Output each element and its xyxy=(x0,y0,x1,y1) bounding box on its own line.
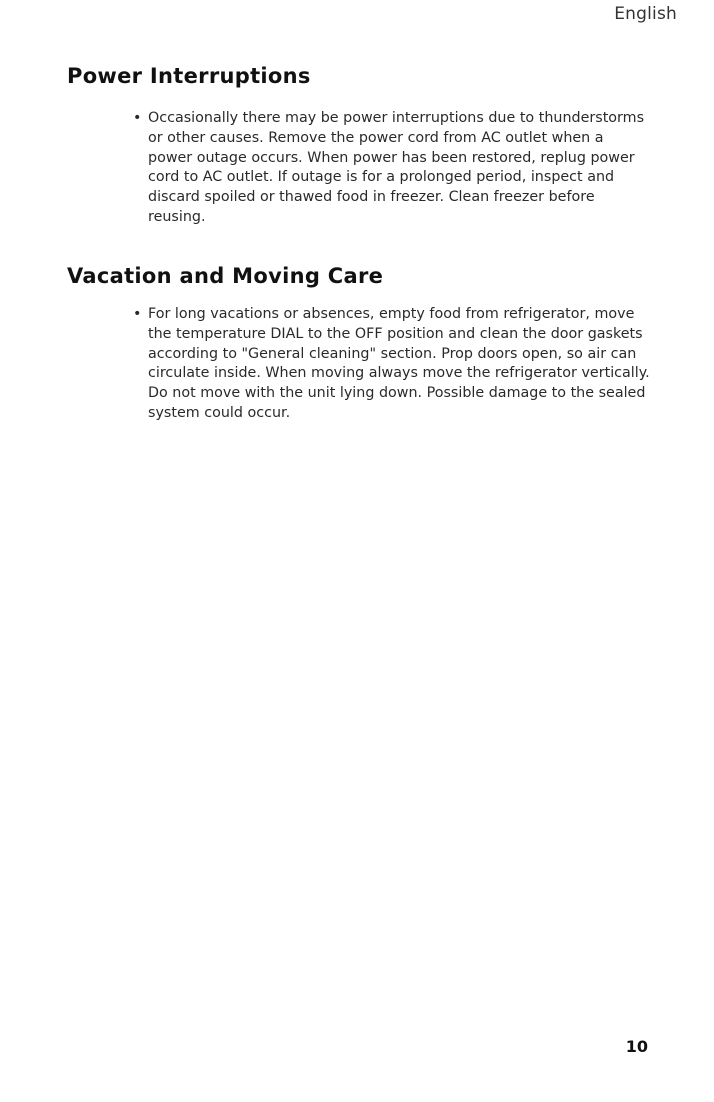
bullet-paragraph xyxy=(133,109,647,228)
paragraph-line: reusing. xyxy=(148,208,206,225)
bullet-item-vacation-and-moving-care xyxy=(133,305,650,424)
paragraph-line: the temperature DIAL to the OFF position and clean the door gaskets xyxy=(148,325,643,342)
section-title-power-interruptions: Power Interruptions xyxy=(67,64,311,88)
paragraph-line: For long vacations or absences, empty food from refrigerator, move xyxy=(148,306,635,322)
paragraph-line: or other causes. Remove the power cord from AC outlet when a xyxy=(148,129,604,146)
bullet-icon: • xyxy=(133,306,142,322)
bullet-item-power-interruptions xyxy=(133,109,647,228)
paragraph-line: discard spoiled or thawed food in freezer. Clean freezer before xyxy=(148,189,595,206)
paragraph-line: circulate inside. When moving always move the refrigerator vertically. xyxy=(148,365,650,382)
paragraph-line: according to "General cleaning" section. Prop doors open, so air can xyxy=(148,345,637,362)
paragraph-line: system could occur. xyxy=(148,404,291,421)
paragraph-line: power outage occurs. When power has been restored, replug power xyxy=(148,149,635,166)
bullet-icon: • xyxy=(133,110,142,126)
section-title-vacation-and-moving-care: Vacation and Moving Care xyxy=(67,264,384,288)
paragraph-line: Do not move with the unit lying down. Possible damage to the sealed xyxy=(148,385,646,402)
language-label: English xyxy=(614,4,677,24)
paragraph-line: Occasionally there may be power interruptions due to thunderstorms xyxy=(148,110,645,126)
paragraph-line: cord to AC outlet. If outage is for a prolonged period, inspect and xyxy=(148,169,615,186)
bullet-paragraph xyxy=(133,305,650,424)
page-number: 10 xyxy=(625,1037,648,1056)
